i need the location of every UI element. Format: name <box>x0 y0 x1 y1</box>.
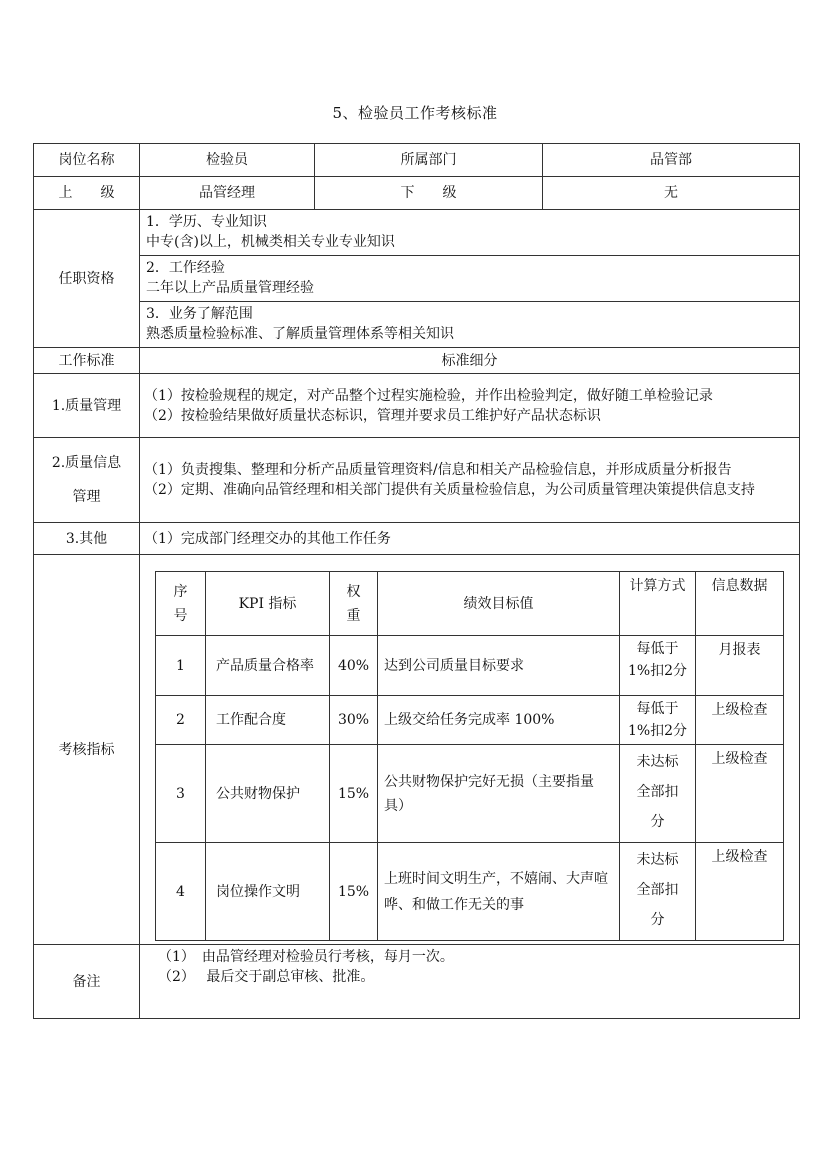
standards-label: 工作标准 <box>34 348 140 374</box>
subordinate-value: 无 <box>543 177 800 210</box>
qualification-detail: 二年以上产品质量管理经验 <box>146 280 314 296</box>
kpi-header-indicator: KPI 指标 <box>206 572 330 636</box>
superior-value: 品管经理 <box>140 177 315 210</box>
standard-line: （2）定期、准确向品管经理和相关部门提供有关质量检验信息，为公司质量管理决策提供信息支持 <box>144 482 755 498</box>
superior-label: 上 级 <box>34 177 140 210</box>
qualification-heading: 1．学历、专业知识 <box>146 214 267 230</box>
qualification-heading: 2．工作经验 <box>146 260 225 276</box>
kpi-table <box>155 571 784 941</box>
kpi-header-target: 绩效目标值 <box>378 572 620 636</box>
kpi-method: 未达标全部扣分 <box>620 843 696 941</box>
position-value: 检验员 <box>140 144 315 177</box>
kpi-header-weight: 权重 <box>330 572 378 636</box>
standard-name: 3.其他 <box>34 523 140 555</box>
position-label: 岗位名称 <box>34 144 140 177</box>
remarks-lines <box>140 945 800 1019</box>
kpi-seq: 1 <box>156 636 206 696</box>
dept-label: 所属部门 <box>315 144 543 177</box>
remarks-label: 备注 <box>34 945 140 1019</box>
page-title: 5、检验员工作考核标准 <box>332 104 498 122</box>
kpi-indicator: 岗位操作文明 <box>206 843 330 941</box>
remarks-row <box>34 945 800 1019</box>
info-row-superior <box>34 177 800 210</box>
kpi-header-row <box>156 572 784 636</box>
kpi-source: 上级检查 <box>696 745 784 843</box>
kpi-target: 公共财物保护完好无损（主要指量具） <box>378 745 620 843</box>
qualification-heading: 3．业务了解范围 <box>146 306 253 322</box>
kpi-row-item <box>156 696 784 745</box>
kpi-target: 上级交给任务完成率 100% <box>378 696 620 745</box>
qualification-item <box>140 302 799 347</box>
qualification-detail: 熟悉质量检验标准、了解质量管理体系等相关知识 <box>146 326 454 342</box>
standard-lines <box>140 438 800 523</box>
subordinate-label: 下 级 <box>315 177 543 210</box>
kpi-row-item <box>156 843 784 941</box>
qualifications-label: 任职资格 <box>34 210 140 348</box>
standards-detail-header: 标准细分 <box>140 348 800 374</box>
standard-lines <box>140 523 800 555</box>
qualification-detail: 中专(含)以上，机械类相关专业专业知识 <box>146 234 395 250</box>
remark-line: （1） 由品管经理对检验员行考核，每月一次。 <box>158 949 454 965</box>
qualifications-row <box>34 210 800 348</box>
kpi-header-method: 计算方式 <box>620 572 696 636</box>
kpi-target: 达到公司质量目标要求 <box>378 636 620 696</box>
kpi-method: 每低于1%扣2分 <box>620 636 696 696</box>
kpi-weight: 15% <box>330 745 378 843</box>
standard-lines <box>140 374 800 438</box>
standard-line: （1）负责搜集、整理和分析产品质量管理资料/信息和相关产品检验信息，并形成质量分析报告 <box>144 462 732 478</box>
kpi-method: 每低于1%扣2分 <box>620 696 696 745</box>
kpi-source: 月报表 <box>696 636 784 696</box>
dept-value: 品管部 <box>543 144 800 177</box>
standard-line: （1）完成部门经理交办的其他工作任务 <box>144 530 391 547</box>
standard-line: （2）按检验结果做好质量状态标识，管理并要求员工维护好产品状态标识 <box>144 407 601 424</box>
kpi-source: 上级检查 <box>696 696 784 745</box>
kpi-weight: 15% <box>330 843 378 941</box>
kpi-seq: 2 <box>156 696 206 745</box>
kpi-seq: 4 <box>156 843 206 941</box>
kpi-source: 上级检查 <box>696 843 784 941</box>
kpi-method: 未达标全部扣分 <box>620 745 696 843</box>
qualification-item <box>140 210 799 256</box>
kpi-cell <box>140 555 800 945</box>
kpi-weight: 30% <box>330 696 378 745</box>
standard-row-info <box>34 438 800 523</box>
standard-name: 2.质量信息管理 <box>34 438 140 523</box>
kpi-target: 上班时间文明生产，不嬉闹、大声喧哗、和做工作无关的事 <box>378 843 620 941</box>
qualifications-detail <box>140 210 800 348</box>
kpi-row-item <box>156 745 784 843</box>
kpi-seq: 3 <box>156 745 206 843</box>
kpi-row <box>34 555 800 945</box>
standard-name: 1.质量管理 <box>34 374 140 438</box>
kpi-label: 考核指标 <box>34 555 140 945</box>
kpi-indicator: 公共财物保护 <box>206 745 330 843</box>
kpi-row-item <box>156 636 784 696</box>
evaluation-table <box>33 143 800 1019</box>
kpi-header-source: 信息数据 <box>696 572 784 636</box>
kpi-indicator: 工作配合度 <box>206 696 330 745</box>
standard-line: （1）按检验规程的规定，对产品整个过程实施检验，并作出检验判定，做好随工单检验记录 <box>144 387 713 404</box>
remark-line: （2） 最后交于副总审核、批准。 <box>158 969 375 985</box>
qualification-item <box>140 256 799 302</box>
standard-row-other <box>34 523 800 555</box>
standard-row-quality <box>34 374 800 438</box>
kpi-indicator: 产品质量合格率 <box>206 636 330 696</box>
standards-header-row <box>34 348 800 374</box>
info-row-position <box>34 144 800 177</box>
kpi-weight: 40% <box>330 636 378 696</box>
kpi-header-seq: 序号 <box>156 572 206 636</box>
